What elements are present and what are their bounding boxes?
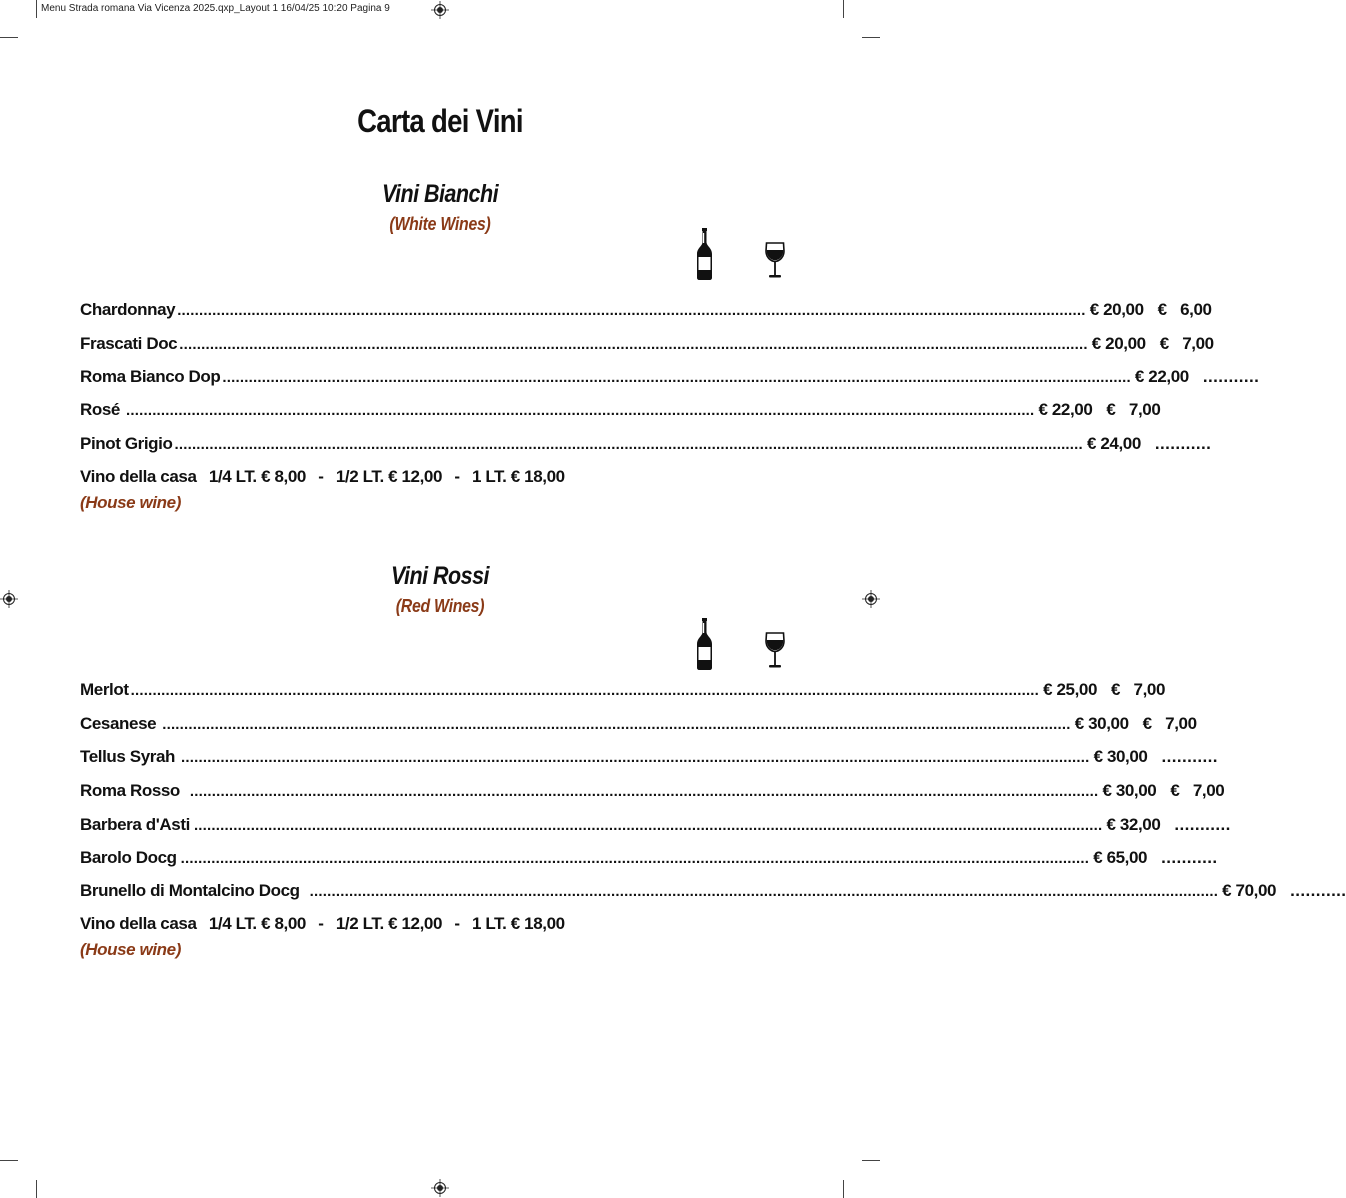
wine-row-pinot-grigio (80, 434, 1212, 456)
wine-name: Frascati Doc (80, 334, 178, 353)
glass-price-value: 7,00 (1182, 334, 1214, 353)
wine-name: Merlot (80, 680, 129, 699)
wine-row-rose (80, 400, 1161, 422)
bottle-price: € 20,00 (1089, 300, 1144, 319)
glass-not-available: ........... (1290, 881, 1346, 900)
crop-mark (843, 0, 844, 18)
wine-bottle-icon (696, 228, 713, 280)
house-wine-litre: 1 LT. € 18,00 (471, 467, 565, 486)
glass-price (1129, 714, 1197, 734)
house-wine-quarter: 1/4 LT. € 8,00 (208, 914, 306, 933)
wine-row-roma-bianco (80, 367, 1260, 389)
currency-symbol: € (1111, 680, 1121, 699)
wine-name: Roma Bianco Dop (80, 367, 221, 386)
glass-price (1160, 815, 1231, 835)
house-wine-half: 1/2 LT. € 12,00 (335, 914, 443, 933)
wine-name: Barbera d'Asti (80, 815, 190, 834)
dot-leader: ................................................................................................................................................................................................................ (177, 302, 1086, 319)
glass-price (1189, 367, 1260, 387)
wine-name: Cesanese (80, 714, 157, 733)
bottle-price: € 30,00 (1102, 781, 1157, 800)
dot-leader: ................................................................................................................................................................................................................ (309, 883, 1219, 900)
wine-name: Tellus Syrah (80, 747, 176, 766)
glass-price (1147, 848, 1218, 868)
currency-symbol: € (1142, 714, 1152, 733)
glass-not-available: ........... (1174, 815, 1231, 834)
dot-leader: ................................................................................................................................................................................................................ (162, 716, 1071, 733)
dot-leader: ................................................................................................................................................................................................................ (193, 817, 1103, 834)
bottle-price: € 30,00 (1074, 714, 1129, 733)
separator: - (454, 467, 460, 486)
house-wine-half: 1/2 LT. € 12,00 (335, 467, 443, 486)
wine-name: Barolo Docg (80, 848, 177, 867)
wine-name: Roma Rosso (80, 781, 180, 800)
bottle-price: € 22,00 (1038, 400, 1093, 419)
section-title-red-wines: Vini Rossi (391, 562, 489, 590)
glass-price-value: 7,00 (1165, 714, 1197, 733)
crop-mark (843, 1180, 844, 1198)
wine-row-cesanese (80, 714, 1197, 736)
dot-leader: ................................................................................................................................................................................................................ (174, 436, 1083, 453)
section-subtitle-red-wines: (Red Wines) (395, 596, 485, 616)
glass-not-available: ........... (1154, 434, 1212, 453)
crop-mark (36, 1180, 37, 1198)
crop-mark (0, 1160, 18, 1161)
dot-leader: ................................................................................................................................................................................................................ (222, 369, 1131, 386)
house-wine-label: Vino della casa (80, 914, 197, 933)
glass-not-available: ........... (1161, 747, 1218, 766)
glass-price (1276, 881, 1344, 901)
section-title-white-wines: Vini Bianchi (381, 180, 499, 208)
separator: - (454, 914, 460, 933)
glass-price-value: 7,00 (1192, 781, 1225, 800)
bottle-price: € 22,00 (1134, 367, 1189, 386)
bottle-price: € 70,00 (1222, 881, 1277, 900)
glass-price-value: 7,00 (1128, 400, 1161, 419)
dot-leader: ................................................................................................................................................................................................................ (181, 749, 1090, 766)
glass-price-value: 6,00 (1180, 300, 1212, 319)
bottle-price: € 32,00 (1106, 815, 1161, 834)
glass-not-available: ........... (1202, 367, 1260, 386)
glass-price (1144, 300, 1212, 320)
wine-row-brunello (80, 881, 1346, 903)
wine-name: Brunello di Montalcino Docg (80, 881, 300, 900)
glass-not-available: ........... (1161, 848, 1218, 867)
currency-symbol: € (1159, 334, 1169, 353)
bottle-price: € 30,00 (1093, 747, 1148, 766)
glass-price-value: 7,00 (1133, 680, 1166, 699)
currency-symbol: € (1157, 300, 1167, 319)
wine-glass-icon (765, 632, 785, 669)
house-wine-row (80, 914, 573, 934)
wine-row-roma-rosso (80, 781, 1225, 803)
bottle-price: € 24,00 (1086, 434, 1141, 453)
wine-bottle-icon (696, 618, 713, 670)
house-wine-label: Vino della casa (80, 467, 197, 486)
dot-leader: ................................................................................................................................................................................................................ (180, 850, 1090, 867)
wine-row-barbera (80, 815, 1231, 837)
crop-mark (0, 37, 18, 38)
bottle-price: € 65,00 (1093, 848, 1148, 867)
wine-name: Rosé (80, 400, 120, 419)
house-wine-english: (House wine) (80, 940, 181, 959)
glass-price (1146, 334, 1214, 354)
glass-price (1097, 680, 1165, 700)
section-subtitle-white-wines: (White Wines) (389, 214, 491, 234)
glass-price (1147, 747, 1218, 767)
glass-price (1156, 781, 1224, 801)
separator: - (318, 914, 324, 933)
bottle-price: € 25,00 (1043, 680, 1098, 699)
separator: - (318, 467, 324, 486)
house-wine-row (80, 467, 573, 487)
wine-name: Pinot Grigio (80, 434, 173, 453)
print-slug: Menu Strada romana Via Vicenza 2025.qxp_Layout 1 16/04/25 10:20 Pagina 9 (41, 3, 390, 14)
crop-mark (862, 37, 880, 38)
dot-leader: ................................................................................................................................................................................................................ (189, 783, 1099, 800)
registration-mark-icon (0, 590, 18, 608)
house-wine-english: (House wine) (80, 493, 181, 512)
page-title: Carta dei Vini (357, 103, 523, 139)
dot-leader: ................................................................................................................................................................................................................ (125, 402, 1035, 419)
wine-row-frascati (80, 334, 1214, 356)
registration-mark-icon (431, 1179, 449, 1197)
wine-row-merlot (80, 680, 1166, 702)
wine-glass-icon (765, 242, 785, 279)
dot-leader: ................................................................................................................................................................................................................ (179, 336, 1088, 353)
registration-mark-icon (862, 590, 880, 608)
house-wine-litre: 1 LT. € 18,00 (471, 914, 565, 933)
crop-mark (36, 0, 37, 18)
wine-row-tellus-syrah (80, 747, 1218, 769)
currency-symbol: € (1170, 781, 1180, 800)
glass-price (1092, 400, 1160, 420)
wine-name: Chardonnay (80, 300, 176, 319)
wine-row-chardonnay (80, 300, 1212, 322)
dot-leader: ................................................................................................................................................................................................................ (130, 682, 1040, 699)
currency-symbol: € (1106, 400, 1116, 419)
crop-mark (862, 1160, 880, 1161)
wine-row-barolo (80, 848, 1218, 870)
bottle-price: € 20,00 (1091, 334, 1146, 353)
registration-mark-icon (431, 1, 449, 19)
house-wine-quarter: 1/4 LT. € 8,00 (208, 467, 306, 486)
glass-price (1141, 434, 1212, 454)
